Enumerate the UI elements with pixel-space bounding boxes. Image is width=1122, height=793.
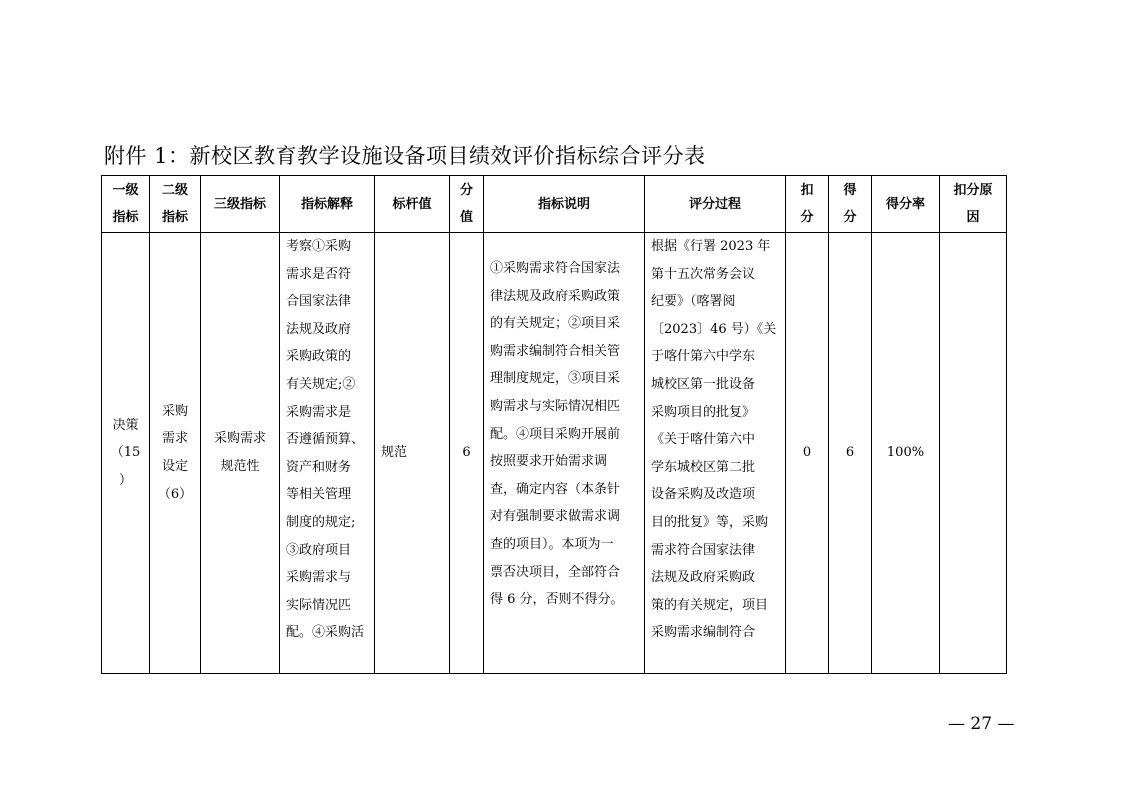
cell-explanation: 考察①采购 需求是否符 合国家法律 法规及政府 采购政策的 有关规定;② 采购需求是 否遵循预算、 资产和财务 等相关管理 制度的规定; ③政府项目 采购需求与 实际情况匹 配。④采购活 bbox=[280, 233, 375, 674]
cell-level3: 采购需求 规范性 bbox=[201, 233, 280, 674]
header-score-value: 分 值 bbox=[450, 176, 484, 233]
table-row bbox=[102, 233, 1007, 674]
table-header-row bbox=[102, 176, 1007, 233]
cell-description: ①采购需求符合国家法 律法规及政府采购政策 的有关规定；②项目采 购需求编制符合相关管 理制度规定，③项目采 购需求与实际情况相匹 配。④项目采购开展前 按照要求开始需求调 查，确定内容（本条针 对有强制要求做需求调 查的项目）。本项为一 票否决项目，全部符合 得 6 分，否则不得分。 bbox=[484, 233, 645, 674]
header-obtained: 得 分 bbox=[829, 176, 872, 233]
cell-process: 根据《行署 2023 年 第十五次常务会议 纪要》（喀署阅 〔2023〕46 号）《关 于喀什第六中学东 城校区第一批设备 采购项目的批复》 《关于喀什第六中 学东城校区第二批 设备采购及改造项 目的批复》等，采购 需求符合国家法律 法规及政府采购政 策的有关规定，项目 采购需求编制符合 bbox=[645, 233, 786, 674]
header-description: 指标说明 bbox=[484, 176, 645, 233]
header-level1: 一级 指标 bbox=[102, 176, 150, 233]
evaluation-table bbox=[101, 175, 1007, 674]
cell-obtained: 6 bbox=[829, 233, 872, 674]
header-rate: 得分率 bbox=[872, 176, 940, 233]
cell-deduction-reason bbox=[940, 233, 1007, 674]
header-deduction-reason: 扣分原 因 bbox=[940, 176, 1007, 233]
header-level2: 二级 指标 bbox=[150, 176, 201, 233]
page-title: 附件 1：新校区教育教学设施设备项目绩效评价指标综合评分表 bbox=[104, 144, 706, 168]
cell-level1: 决策 （15 ） bbox=[102, 233, 150, 674]
page-number: — 27 — bbox=[948, 714, 1015, 734]
header-deduction: 扣 分 bbox=[786, 176, 829, 233]
cell-score-value: 6 bbox=[450, 233, 484, 674]
header-explanation: 指标解释 bbox=[280, 176, 375, 233]
header-level3: 三级指标 bbox=[201, 176, 280, 233]
cell-rate: 100% bbox=[872, 233, 940, 674]
cell-level2: 采购 需求 设定 （6） bbox=[150, 233, 201, 674]
cell-benchmark: 规范 bbox=[375, 233, 450, 674]
cell-deduction: 0 bbox=[786, 233, 829, 674]
header-benchmark: 标杆值 bbox=[375, 176, 450, 233]
header-process: 评分过程 bbox=[645, 176, 786, 233]
